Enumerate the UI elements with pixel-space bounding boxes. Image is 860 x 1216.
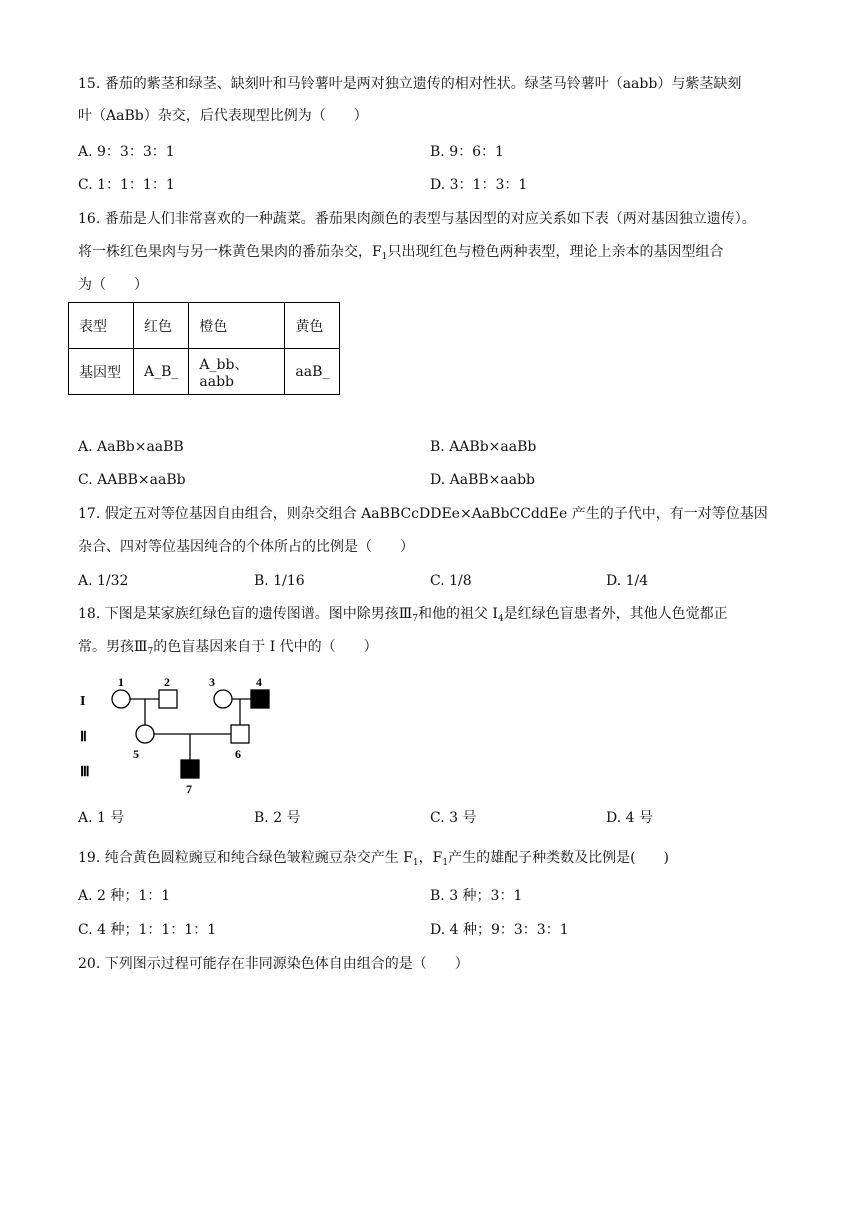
q17-option-c: C. 1/8 [430, 573, 472, 589]
q18-stem-line2-sub: 7 [147, 647, 154, 657]
q16-stem-line1: 16. 番茄是人们非常喜欢的一种蔬菜。番茄果肉颜色的表型与基因型的对应关系如下表（两对基因独立遗传）。 [78, 211, 756, 227]
table-row [69, 303, 340, 349]
q16-option-c: C. AABB×aaBb [78, 472, 186, 488]
table-cell: aaB_ [285, 349, 340, 395]
table-row [69, 349, 340, 395]
pedigree-gen-label-2: Ⅱ [80, 730, 87, 745]
q18-option-b: B. 2 号 [254, 810, 301, 826]
q19-stem-sub1: 1 [412, 858, 419, 868]
pedigree-affected-male-7 [181, 760, 199, 778]
q17-stem-line1: 17. 假定五对等位基因自由组合，则杂交组合 AaBBCcDDEe×AaBbCCddEe 产生的子代中，有一对等位基因 [78, 506, 768, 522]
q19-stem-pre: 19. 纯合黄色圆粒豌豆和纯合绿色皱粒豌豆杂交产生 F [78, 850, 413, 866]
q16-stem-line3: 为（ ） [78, 277, 148, 293]
pedigree-female-3 [214, 690, 232, 708]
q16-option-a: A. AaBb×aaBB [78, 439, 184, 455]
q18-option-d: D. 4 号 [606, 810, 653, 826]
pedigree-gen-label-1: I [80, 694, 86, 709]
q18-stem-line1-sub2: 4 [497, 614, 504, 624]
q17-option-a: A. 1/32 [78, 573, 129, 589]
q19-option-b: B. 3 种；3：1 [430, 888, 523, 904]
pedigree-number-5: 5 [133, 747, 139, 761]
pedigree-chart [78, 668, 298, 798]
q15-option-c: C. 1：1：1：1 [78, 177, 175, 193]
table-cell: A_bb、aabb [189, 349, 285, 395]
table-cell: 红色 [134, 303, 189, 349]
q16-stem-line2-post: 只出现红色与橙色两种表型，理论上亲本的基因型组合 [387, 244, 724, 260]
q19-option-a: A. 2 种；1：1 [78, 888, 171, 904]
table-cell: A_B_ [134, 349, 189, 395]
table-cell: 橙色 [189, 303, 285, 349]
q18-stem-line1 [78, 604, 728, 624]
pedigree-affected-male-4 [251, 690, 269, 708]
q16-option-d: D. AaBB×aabb [430, 472, 536, 488]
q15-option-a: A. 9：3：3：1 [78, 144, 175, 160]
q18-stem-line1-pre: 18. 下图是某家族红绿色盲的遗传图谱。图中除男孩Ⅲ [78, 606, 413, 622]
pedigree-number-1: 1 [118, 675, 124, 689]
q15-stem-line1: 15. 番茄的紫茎和绿茎、缺刻叶和马铃薯叶是两对独立遗传的相对性状。绿茎马铃薯叶（aabb）与紫茎缺刻 [78, 76, 742, 92]
q19-option-c: C. 4 种；1：1：1：1 [78, 922, 217, 938]
q19-option-d: D. 4 种；9：3：3：1 [430, 922, 569, 938]
q18-stem-line2-post: 的色盲基因来自于 I 代中的（ ） [153, 639, 378, 655]
q19-stem-mid: ，F [418, 850, 443, 866]
q15-option-b: B. 9：6：1 [430, 144, 504, 160]
pedigree-female-5 [136, 725, 154, 743]
q16-stem-line2 [78, 242, 723, 262]
q19-stem-sub2: 1 [442, 858, 449, 868]
pedigree-number-4: 4 [256, 675, 262, 689]
table-cell: 表型 [69, 303, 134, 349]
q16-stem-line2-pre: 将一株红色果肉与另一株黄色果肉的番茄杂交，F [78, 244, 382, 260]
q18-stem-line1-sub1: 7 [412, 614, 418, 624]
q15-option-d: D. 3：1：3：1 [430, 177, 528, 193]
q17-stem-line2: 杂合、四对等位基因纯合的个体所占的比例是（ ） [78, 539, 414, 555]
pedigree-male-6 [231, 725, 249, 743]
q16-stem-line2-sub: 1 [381, 252, 388, 262]
q18-stem-line1-mid: 和他的祖父 I [417, 606, 498, 622]
q18-option-c: C. 3 号 [430, 810, 477, 826]
q18-stem-line2-pre: 常。男孩Ⅲ [78, 639, 148, 655]
pedigree-female-1 [112, 690, 130, 708]
q18-option-a: A. 1 号 [78, 810, 125, 826]
pedigree-male-2 [159, 690, 177, 708]
q16-option-b: B. AABb×aaBb [430, 439, 537, 455]
q15-stem-line2: 叶（AaBb）杂交，后代表现型比例为（ ） [78, 108, 368, 124]
table-cell: 黄色 [285, 303, 340, 349]
q17-option-d: D. 1/4 [606, 573, 649, 589]
phenotype-genotype-table [68, 302, 340, 395]
q17-option-b: B. 1/16 [254, 573, 305, 589]
pedigree-number-6: 6 [235, 747, 241, 761]
pedigree-number-2: 2 [164, 675, 170, 689]
pedigree-number-7: 7 [186, 782, 192, 796]
q20-stem: 20. 下列图示过程可能存在非同源染色体自由组合的是（ ） [78, 956, 469, 972]
pedigree-number-3: 3 [209, 675, 215, 689]
q18-stem-line2 [78, 637, 378, 657]
q18-stem-line1-post: 是红绿色盲患者外，其他人色觉都正 [503, 606, 728, 622]
pedigree-gen-label-3: Ⅲ [80, 765, 90, 780]
q19-stem-post: 产生的雄配子种类数及比例是( ) [448, 850, 670, 866]
q19-stem [78, 848, 669, 868]
table-cell: 基因型 [69, 349, 134, 395]
